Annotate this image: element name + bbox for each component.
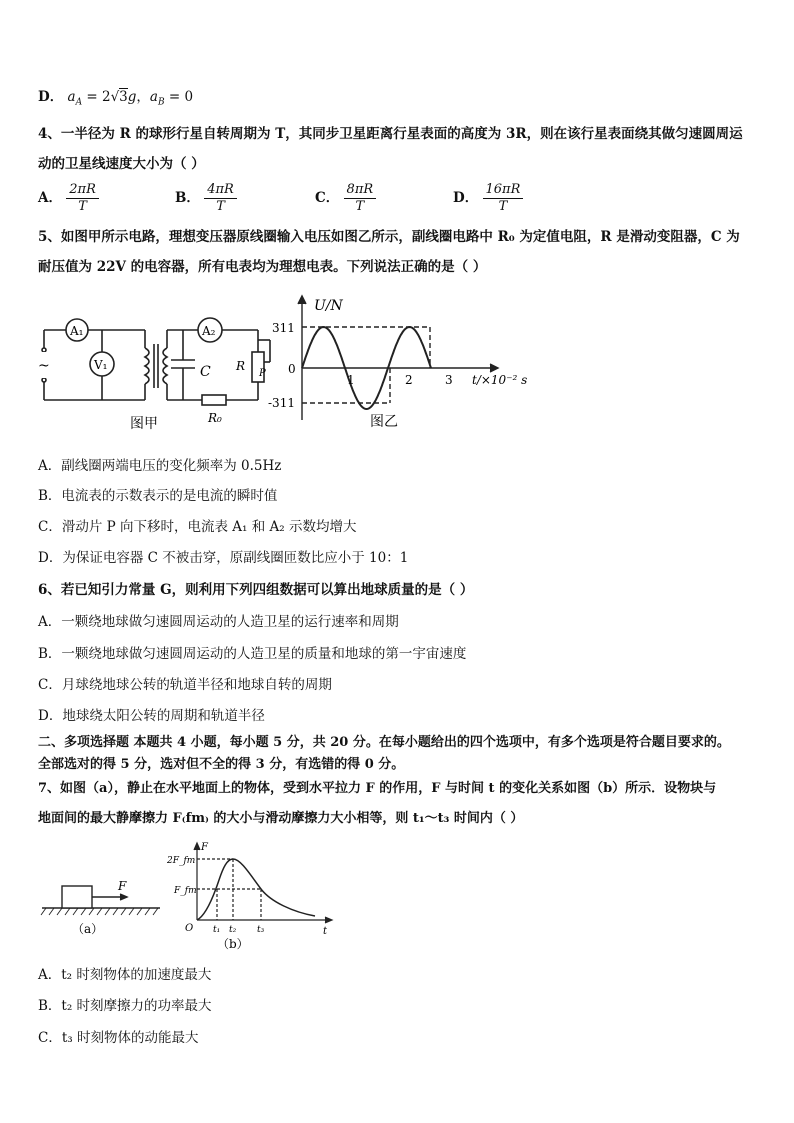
section2-heading-line2: 全部选对的得 5 分，选对但不全的得 3 分，有选错的得 0 分。: [38, 757, 405, 772]
rheostat-label: R: [236, 359, 246, 373]
q5-stem-line1: 5、如图甲所示电路，理想变压器原线圈输入电压如图乙所示，副线圈电路中 R₀ 为定值电阻，R 是滑动变阻器，C 为: [38, 229, 740, 245]
ammeter-a1-label: A₁: [70, 324, 84, 338]
symbol-g: g: [127, 89, 137, 105]
separator: ，: [136, 89, 150, 105]
q3-option-d: [38, 87, 193, 113]
q4-stem-line1: 4、一半径为 R 的球形行星自转周期为 T，其同步卫星距离行星表面的高度为 3R，则在该行星表面绕其做匀速圆周运: [38, 126, 743, 142]
origin-label: O: [185, 923, 194, 934]
denominator: T: [498, 199, 508, 214]
subscript-b: B: [157, 97, 165, 108]
denominator: T: [216, 199, 225, 214]
fraction: [66, 182, 99, 215]
option-label: D．: [453, 190, 479, 206]
figure-b-caption: （b）: [217, 937, 249, 951]
q7-stem-line2: 地面间的最大静摩擦力 F₍fm₎ 的大小与滑动摩擦力大小相等，则 t₁～t₃ 时间内（ ）: [38, 811, 524, 826]
q6-option-a: A．一颗绕地球做匀速圆周运动的人造卫星的运行速率和周期: [38, 614, 399, 630]
sqrt-content: 3: [119, 89, 128, 105]
subscript-a: A: [75, 97, 83, 108]
fraction: [344, 182, 377, 215]
x-tick-3: 3: [445, 373, 453, 387]
q4-option-c: [315, 182, 376, 215]
y-tick-neg311: -311: [268, 396, 295, 410]
equals-0: = 0: [164, 89, 194, 105]
q5-option-d: D．为保证电容器 C 不被击穿，原副线圈匝数比应小于 10：1: [38, 550, 409, 566]
block-diagram: [38, 870, 168, 940]
x-tick-1: 1: [347, 373, 355, 387]
q5-stem-line2: 耐压值为 22V 的电容器，所有电表均为理想电表。下列说法正确的是（ ）: [38, 259, 487, 275]
resistor-r0-label: R₀: [208, 411, 222, 425]
q5-option-b: B．电流表的示数表示的是电流的瞬时值: [38, 488, 278, 504]
x-axis-label: t/×10⁻² s: [472, 373, 528, 387]
voltage-waveform: [268, 290, 530, 435]
numerator: 16πR: [483, 182, 524, 199]
numerator: 4πR: [204, 182, 237, 199]
y-tick-2ffm: 2F_fm: [167, 856, 196, 866]
capacitor-label: C: [200, 364, 211, 380]
q6-option-d: D．地球绕太阳公转的周期和轨道半径: [38, 708, 265, 724]
y-tick-0: 0: [288, 362, 296, 376]
force-time-graph: [165, 838, 340, 953]
q4-option-b: [175, 182, 237, 215]
symbol-a-b: a: [149, 89, 158, 105]
option-label: C．: [315, 190, 340, 206]
q6-option-b: B．一颗绕地球做匀速圆周运动的人造卫星的质量和地球的第一宇宙速度: [38, 646, 467, 662]
q3-option-d-formula: [67, 89, 194, 108]
x-tick-2: 2: [405, 373, 413, 387]
q4-stem-line2: 动的卫星线速度大小为（ ）: [38, 156, 205, 172]
slider-p-label: P: [259, 368, 266, 379]
q4-option-a: [38, 182, 99, 215]
t-axis-label: t: [323, 926, 328, 937]
figure-jia-caption: 图甲: [130, 416, 158, 432]
voltmeter-v1-label: V₁: [94, 358, 108, 372]
y-axis-label: U/N: [314, 298, 343, 314]
x-tick-t2: t₂: [229, 925, 237, 935]
q5-option-c: C．滑动片 P 向下移时，电流表 A₁ 和 A₂ 示数均增大: [38, 519, 357, 535]
q3-option-d-label: D．: [38, 89, 64, 105]
y-tick-ffm: F_fm: [174, 886, 197, 896]
section2-heading-line1: 二、多项选择题 本题共 4 小题，每小题 5 分，共 20 分。在每小题给出的四个选项中，有多个选项是符合题目要求的。: [38, 735, 730, 750]
q6-stem: 6、若已知引力常量 G，则利用下列四组数据可以算出地球质量的是（ ）: [38, 582, 474, 598]
q7-option-b: B．t₂ 时刻摩擦力的功率最大: [38, 998, 212, 1014]
fraction: [483, 182, 524, 215]
numerator: 2πR: [66, 182, 99, 199]
equals-2: = 2: [82, 89, 111, 105]
symbol-a: a: [67, 89, 76, 105]
circuit-diagram: [30, 300, 280, 440]
q7-option-a: A．t₂ 时刻物体的加速度最大: [38, 967, 212, 983]
option-label: A．: [38, 190, 62, 206]
q6-option-c: C．月球绕地球公转的轨道半径和地球自转的周期: [38, 677, 332, 693]
f-axis-label: F: [201, 842, 208, 853]
q7-stem-line1: 7、如图（a），静止在水平地面上的物体，受到水平拉力 F 的作用，F 与时间 t 的变化关系如图（b）所示．设物块与: [38, 781, 717, 796]
x-tick-t3: t₃: [257, 925, 265, 935]
q7-option-c: C．t₃ 时刻物体的动能最大: [38, 1030, 199, 1046]
ac-source-symbol: ~: [38, 358, 50, 374]
numerator: 8πR: [344, 182, 377, 199]
figure-yi-caption: 图乙: [370, 414, 398, 430]
figure-a-caption: （a）: [72, 922, 104, 936]
force-f-label: F: [118, 879, 127, 893]
sqrt-sign: √: [110, 89, 120, 105]
x-tick-t1: t₁: [213, 925, 221, 935]
denominator: T: [355, 199, 365, 214]
denominator: T: [78, 199, 87, 214]
ammeter-a2-label: A₂: [202, 324, 216, 338]
q5-option-a: A．副线圈两端电压的变化频率为 0.5Hz: [38, 458, 282, 474]
fraction: [204, 182, 237, 215]
q4-option-d: [453, 182, 523, 215]
option-label: B．: [175, 190, 200, 206]
y-tick-311: 311: [272, 321, 295, 335]
